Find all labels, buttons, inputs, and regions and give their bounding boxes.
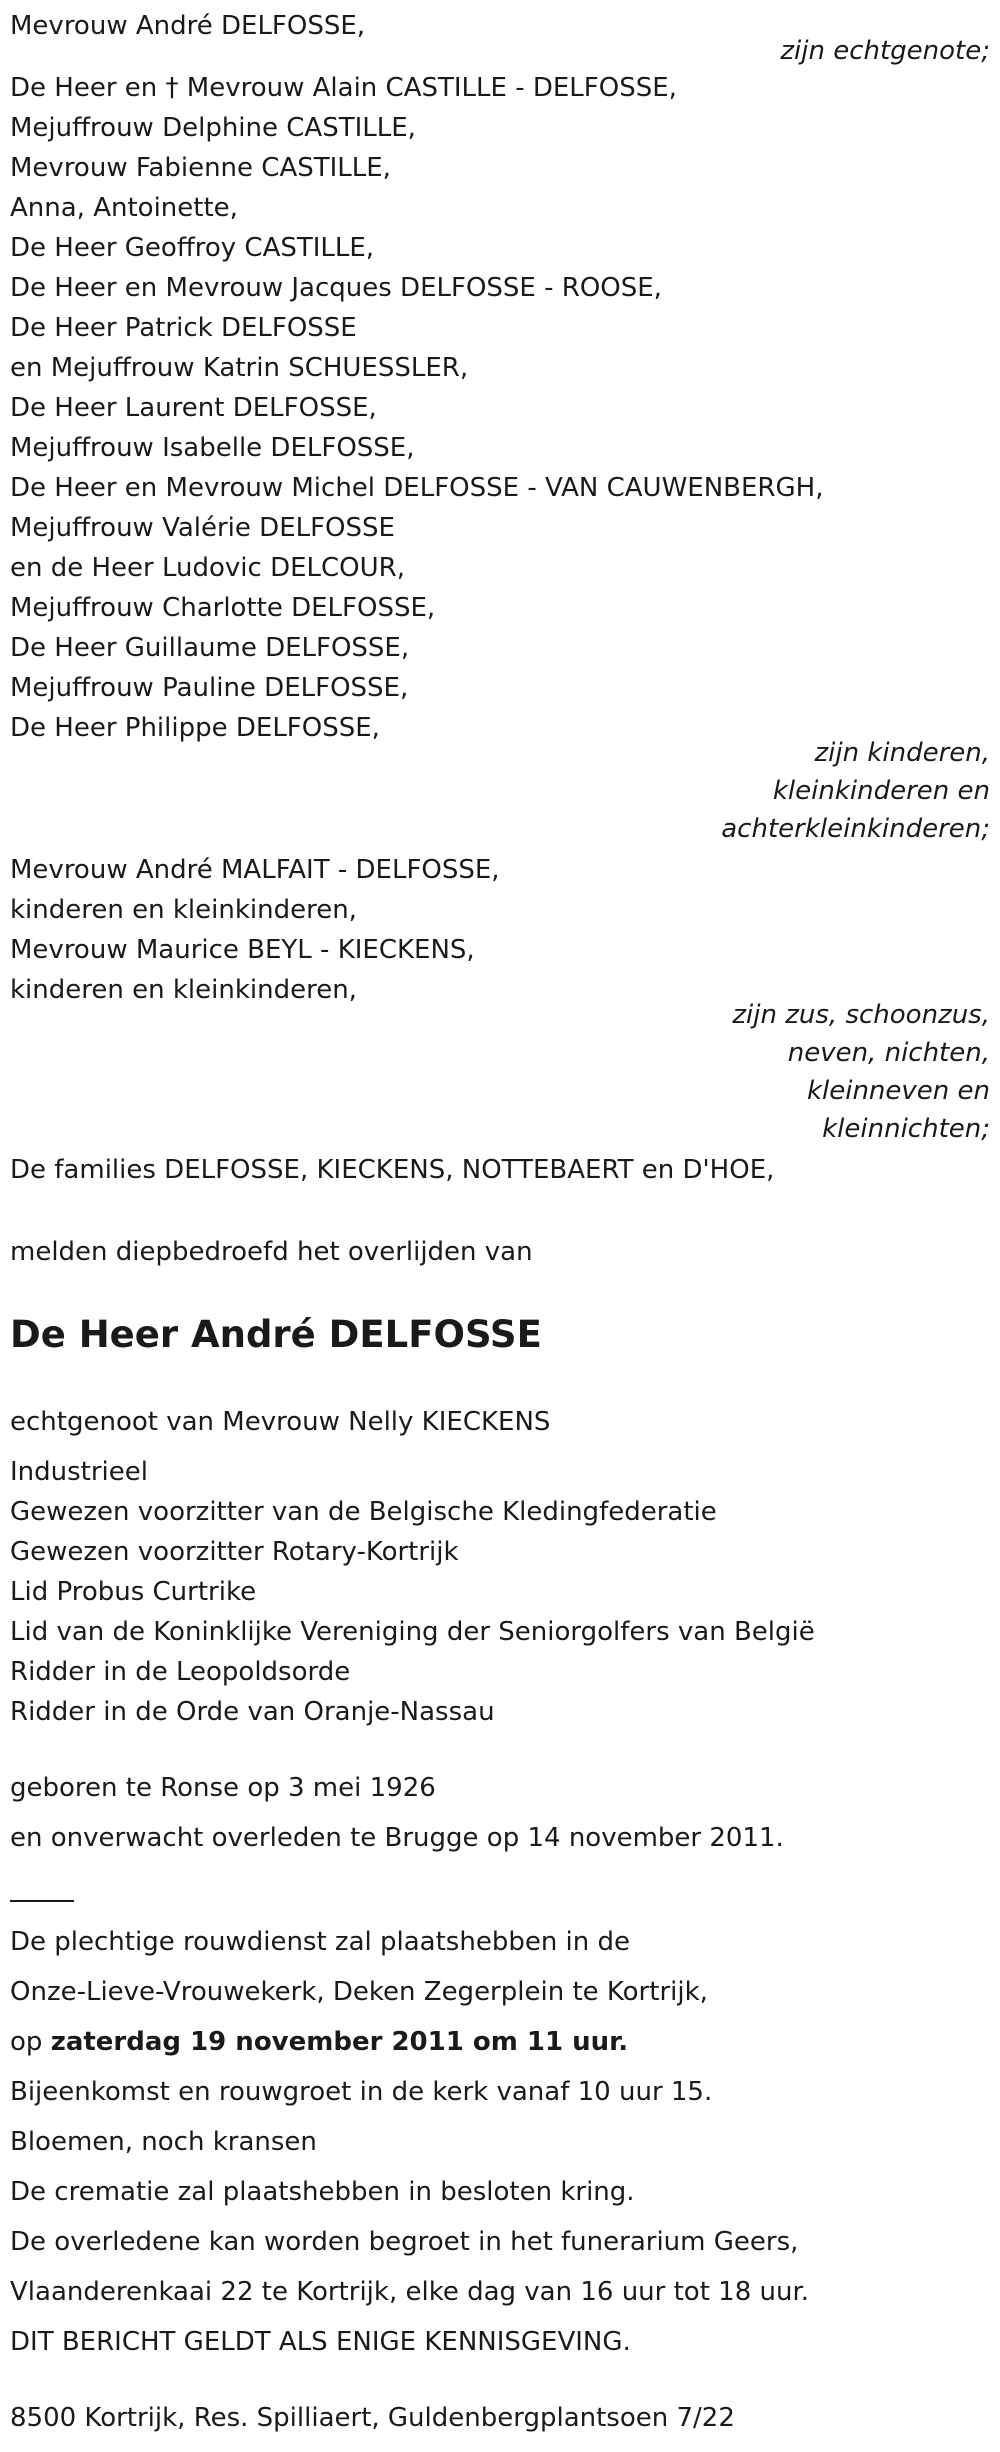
title-item: Lid van de Koninklijke Vereniging der Seniorgolfers van België <box>10 1617 815 1647</box>
divider <box>10 1900 74 1902</box>
announcement: melden diepbedroefd het overlijden van <box>10 1237 533 1267</box>
title-item: Ridder in de Orde van Oranje-Nassau <box>10 1697 495 1727</box>
cremation-line: De crematie zal plaatshebben in besloten kring. <box>10 2177 635 2207</box>
list-item: en de Heer Ludovic DELCOUR, <box>10 553 406 583</box>
list-item: Mevrouw Maurice BEYL - KIECKENS, <box>10 935 475 965</box>
title-item: Industrieel <box>10 1457 148 1487</box>
widow-name: Mevrouw André DELFOSSE, <box>10 11 366 41</box>
list-item: en Mejuffrouw Katrin SCHUESSLER, <box>10 353 469 383</box>
list-item: De Heer en Mevrouw Jacques DELFOSSE - ROOSE, <box>10 273 662 303</box>
list-item: kinderen en kleinkinderen, <box>10 895 357 925</box>
list-item: De Heer Patrick DELFOSSE <box>10 313 357 343</box>
notice-line: DIT BERICHT GELDT ALS ENIGE KENNISGEVING. <box>10 2327 631 2357</box>
families: De families DELFOSSE, KIECKENS, NOTTEBAERT en D'HOE, <box>10 1155 775 1185</box>
widow-role: zijn echtgenote; <box>780 36 990 66</box>
list-item: De Heer Laurent DELFOSSE, <box>10 393 377 423</box>
flowers-line: Bloemen, noch kransen <box>10 2127 317 2157</box>
title-item: Gewezen voorzitter Rotary-Kortrijk <box>10 1537 459 1567</box>
list-item: Mevrouw Fabienne CASTILLE, <box>10 153 391 183</box>
children-role: zijn kinderen, <box>814 738 990 768</box>
list-item: kinderen en kleinkinderen, <box>10 975 357 1005</box>
list-item: Mejuffrouw Pauline DELFOSSE, <box>10 673 409 703</box>
siblings-role: zijn zus, schoonzus, <box>732 1000 990 1030</box>
list-item: Anna, Antoinette, <box>10 193 238 223</box>
born-line: geboren te Ronse op 3 mei 1926 <box>10 1773 436 1803</box>
list-item: Mejuffrouw Isabelle DELFOSSE, <box>10 433 415 463</box>
service-line-2: Onze-Lieve-Vrouwekerk, Deken Zegerplein te Kortrijk, <box>10 1977 708 2007</box>
list-item: De Heer en Mevrouw Michel DELFOSSE - VAN CAUWENBERGH, <box>10 473 824 503</box>
title-item: Lid Probus Curtrike <box>10 1577 257 1607</box>
address-line: 8500 Kortrijk, Res. Spilliaert, Guldenbergplantsoen 7/22 <box>10 2403 735 2433</box>
spouse-line: echtgenoot van Mevrouw Nelly KIECKENS <box>10 1407 551 1437</box>
siblings-role: kleinnichten; <box>822 1114 990 1144</box>
siblings-role: kleinneven en <box>806 1076 990 1106</box>
visit-line-2: Vlaanderenkaai 22 te Kortrijk, elke dag van 16 uur tot 18 uur. <box>10 2277 810 2307</box>
list-item: De Heer Philippe DELFOSSE, <box>10 713 380 743</box>
died-line: en onverwacht overleden te Brugge op 14 november 2011. <box>10 1823 784 1853</box>
service-line-1: De plechtige rouwdienst zal plaatshebben in de <box>10 1927 631 1957</box>
list-item: Mejuffrouw Charlotte DELFOSSE, <box>10 593 436 623</box>
service-date-prefix: op <box>10 2027 51 2057</box>
list-item: De Heer en † Mevrouw Alain CASTILLE - DELFOSSE, <box>10 73 677 103</box>
list-item: Mevrouw André MALFAIT - DELFOSSE, <box>10 855 500 885</box>
list-item: Mejuffrouw Delphine CASTILLE, <box>10 113 416 143</box>
visit-line-1: De overledene kan worden begroet in het funerarium Geers, <box>10 2227 799 2257</box>
deceased-name: De Heer André DELFOSSE <box>10 1313 542 1356</box>
list-item: De Heer Geoffroy CASTILLE, <box>10 233 375 263</box>
children-role: kleinkinderen en <box>772 776 990 806</box>
children-role: achterkleinkinderen; <box>721 814 990 844</box>
list-item: Mejuffrouw Valérie DELFOSSE <box>10 513 395 543</box>
service-date-line <box>10 2022 628 2062</box>
list-item: De Heer Guillaume DELFOSSE, <box>10 633 410 663</box>
title-item: Gewezen voorzitter van de Belgische Kledingfederatie <box>10 1497 717 1527</box>
service-date: zaterdag 19 november 2011 om 11 uur. <box>50 2027 629 2057</box>
siblings-role: neven, nichten, <box>787 1038 990 1068</box>
title-item: Ridder in de Leopoldsorde <box>10 1657 351 1687</box>
gathering-line: Bijeenkomst en rouwgroet in de kerk vanaf 10 uur 15. <box>10 2077 713 2107</box>
